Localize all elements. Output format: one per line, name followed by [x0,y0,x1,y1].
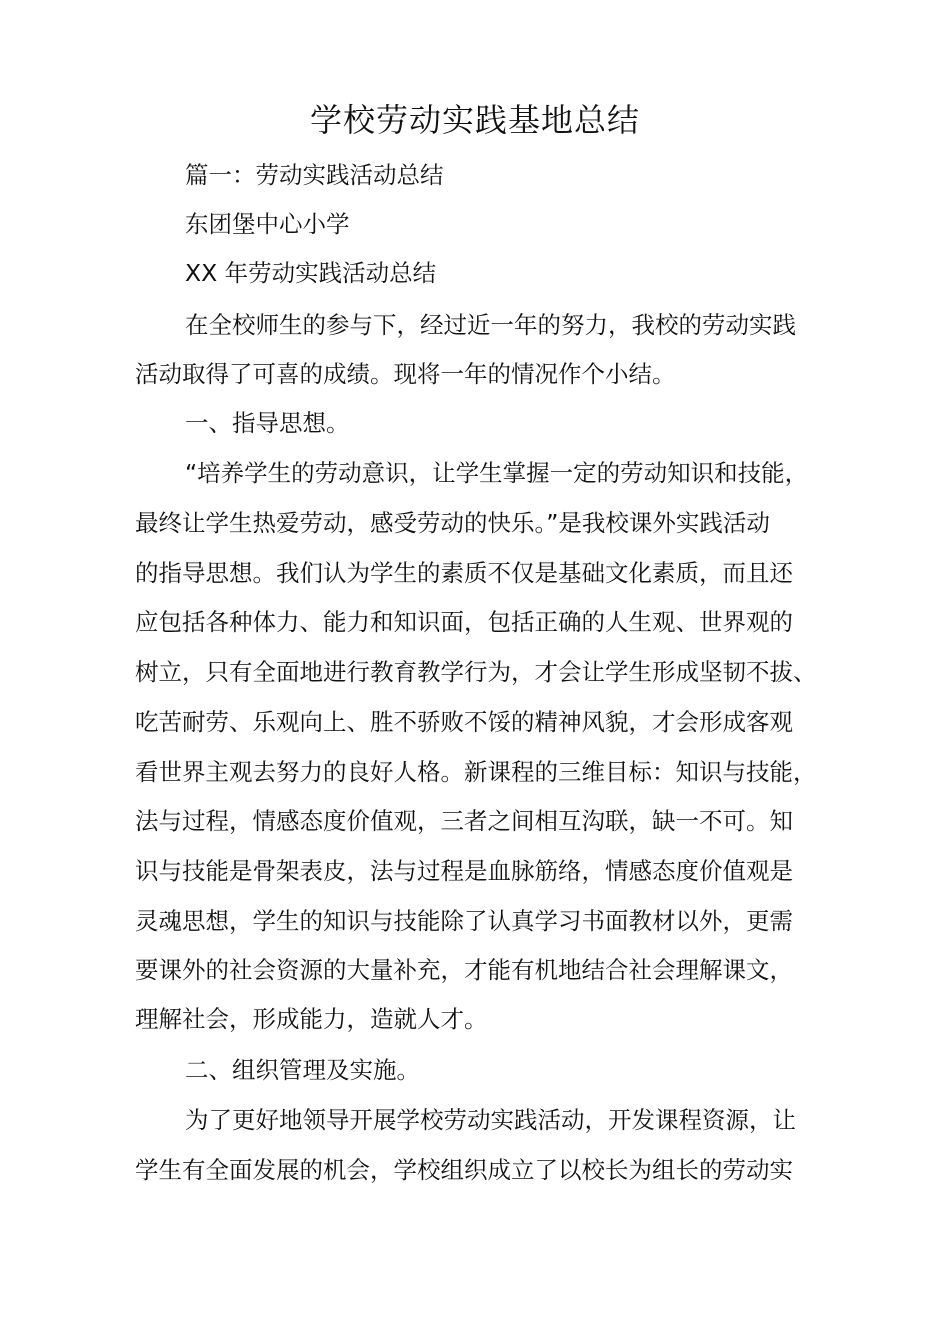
subtitle: 篇一：劳动实践活动总结 [185,161,444,189]
document-title: 学校劳动实践基地总结 [309,101,640,139]
section-heading: 二、组织管理及实施。 [185,1056,420,1084]
paragraph-line: 看世界主观去努力的良好人格。新课程的三维目标：知识与技能， [135,758,817,786]
paragraph-line: 为了更好地领导开展学校劳动实践活动，开发课程资源，让 [185,1106,796,1134]
paragraph-line: 法与过程，情感态度价值观，三者之间相互沟联，缺一不可。知 [135,807,793,835]
paragraph-line: 树立，只有全面地进行教育教学行为，才会让学生形成坚韧不拔、 [135,658,817,686]
paragraph-line: 学生有全面发展的机会，学校组织成立了以校长为组长的劳动实 [135,1156,793,1184]
paragraph-line: 最终让学生热爱劳动，感受劳动的快乐。”是我校课外实践活动 [135,509,770,537]
paragraph-line: 活动取得了可喜的成绩。现将一年的情况作个小结。 [135,360,676,388]
report-title: XX 年劳动实践活动总结 [185,259,437,287]
school-name: 东团堡中心小学 [185,210,350,238]
section-heading: 一、指导思想。 [185,409,350,437]
paragraph-line: 要课外的社会资源的大量补充，才能有机地结合社会理解课文， [135,956,793,984]
paragraph-line: 吃苦耐劳、乐观向上、胜不骄败不馁的精神风貌，才会形成客观 [135,708,793,736]
paragraph-line: “培养学生的劳动意识，让学生掌握一定的劳动知识和技能， [185,459,809,487]
paragraph-line: 识与技能是骨架表皮，法与过程是血脉筋络，情感态度价值观是 [135,857,793,885]
paragraph-line: 的指导思想。我们认为学生的素质不仅是基础文化素质，而且还 [135,559,793,587]
paragraph-line: 理解社会，形成能力，造就人才。 [135,1005,488,1033]
paragraph-line: 应包括各种体力、能力和知识面，包括正确的人生观、世界观的 [135,608,793,636]
paragraph-line: 在全校师生的参与下，经过近一年的努力，我校的劳动实践 [185,311,796,339]
paragraph-line: 灵魂思想，学生的知识与技能除了认真学习书面教材以外，更需 [135,907,793,935]
